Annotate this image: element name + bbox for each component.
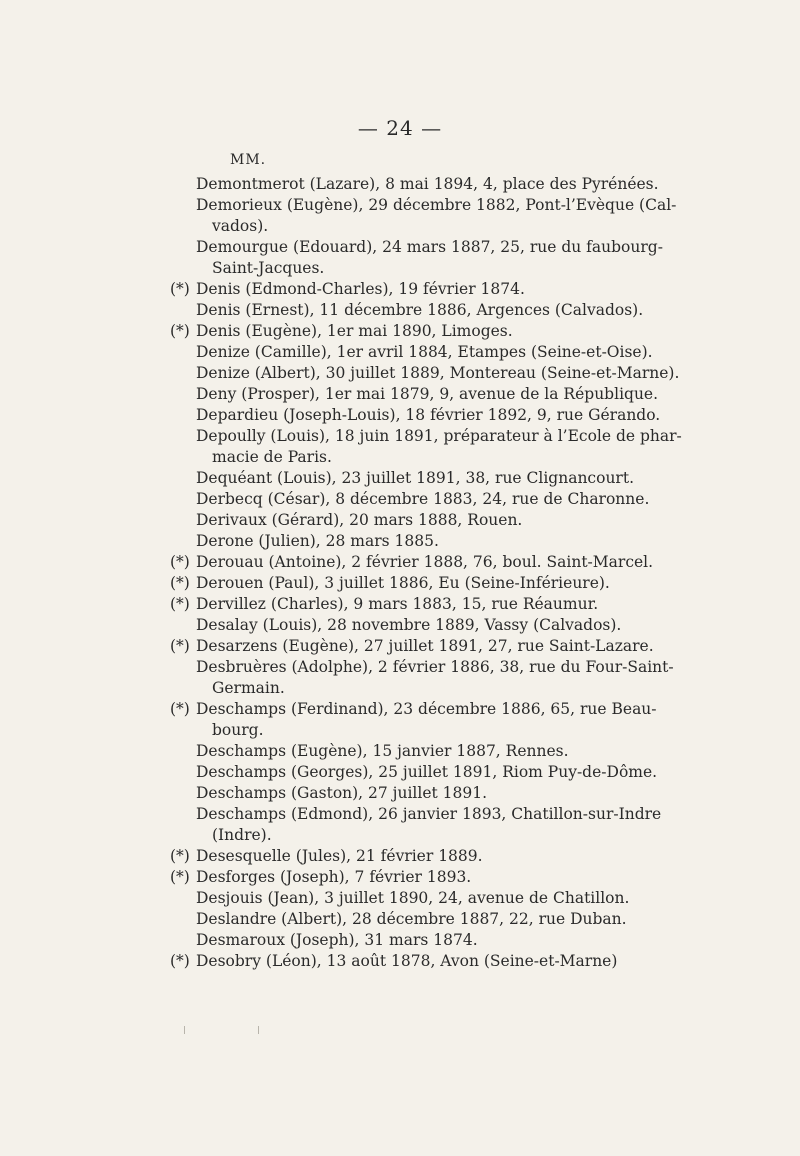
list-item (0, 657, 800, 699)
entry-marker: (*) (170, 637, 190, 655)
entry-text: Demontmerot (Lazare), 8 mai 1894, 4, place des Pyrénées. (196, 175, 659, 193)
entry-text: Desforges (Joseph), 7 février 1893. (196, 868, 472, 886)
entry-text: Derone (Julien), 28 mars 1885. (196, 532, 439, 550)
entry-text: Dervillez (Charles), 9 mars 1883, 15, rue Réaumur. (196, 595, 599, 613)
list-item (0, 573, 800, 594)
entry-marker: (*) (170, 868, 190, 886)
list-item (0, 321, 800, 342)
list-header: MM. (230, 152, 267, 168)
entry-continuation: Saint-Jacques. (212, 259, 325, 277)
entry-text: Deschamps (Gaston), 27 juillet 1891. (196, 784, 488, 802)
entry-text: Derouau (Antoine), 2 février 1888, 76, boul. Saint-Marcel. (196, 553, 654, 571)
list-item (0, 636, 800, 657)
entry-text: Dequéant (Louis), 23 juillet 1891, 38, rue Clignancourt. (196, 469, 634, 487)
entry-text: Derbecq (César), 8 décembre 1883, 24, rue de Charonne. (196, 490, 650, 508)
list-item (0, 552, 800, 573)
entry-marker: (*) (170, 847, 190, 865)
list-item (0, 699, 800, 741)
list-item (0, 804, 800, 846)
entry-text: Depoully (Louis), 18 juin 1891, préparateur à l’Ecole de phar- (196, 427, 682, 445)
entry-text: Derouen (Paul), 3 juillet 1886, Eu (Seine-Inférieure). (196, 574, 610, 592)
entry-marker: (*) (170, 700, 190, 718)
entry-text: Deschamps (Edmond), 26 janvier 1893, Chatillon-sur-Indre (196, 805, 662, 823)
entry-continuation: vados). (212, 217, 269, 235)
list-item (0, 237, 800, 279)
list-item (0, 615, 800, 636)
list-item (0, 384, 800, 405)
entry-continuation: (Indre). (212, 826, 272, 844)
list-item (0, 489, 800, 510)
list-item (0, 510, 800, 531)
entry-text: Desalay (Louis), 28 novembre 1889, Vassy (Calvados). (196, 616, 622, 634)
entry-text: Deschamps (Ferdinand), 23 décembre 1886, 65, rue Beau- (196, 700, 657, 718)
list-item (0, 762, 800, 783)
list-item (0, 594, 800, 615)
entry-text: Denis (Eugène), 1er mai 1890, Limoges. (196, 322, 513, 340)
list-item (0, 363, 800, 384)
entry-text: Denis (Ernest), 11 décembre 1886, Argences (Calvados). (196, 301, 644, 319)
list-item (0, 846, 800, 867)
entry-text: Desbruères (Adolphe), 2 février 1886, 38, rue du Four-Saint- (196, 658, 674, 676)
entry-text: Demourgue (Edouard), 24 mars 1887, 25, rue du faubourg- (196, 238, 663, 256)
list-item (0, 888, 800, 909)
entry-continuation: Germain. (212, 679, 285, 697)
entry-text: Deny (Prosper), 1er mai 1879, 9, avenue de la République. (196, 385, 659, 403)
scan-speck (258, 1026, 259, 1034)
list-item (0, 867, 800, 888)
list-item (0, 195, 800, 237)
list-item (0, 531, 800, 552)
entry-text: Desarzens (Eugène), 27 juillet 1891, 27, rue Saint-Lazare. (196, 637, 654, 655)
list-item (0, 930, 800, 951)
entry-text: Demorieux (Eugène), 29 décembre 1882, Pont-l’Evèque (Cal- (196, 196, 677, 214)
scan-speck (184, 1026, 185, 1034)
entry-text: Deslandre (Albert), 28 décembre 1887, 22, rue Duban. (196, 910, 627, 928)
entry-text: Deschamps (Eugène), 15 janvier 1887, Rennes. (196, 742, 569, 760)
entry-text: Depardieu (Joseph-Louis), 18 février 1892, 9, rue Gérando. (196, 406, 661, 424)
list-item (0, 741, 800, 762)
entry-marker: (*) (170, 553, 190, 571)
entry-marker: (*) (170, 280, 190, 298)
list-item (0, 405, 800, 426)
entry-marker: (*) (170, 322, 190, 340)
list-item (0, 951, 800, 972)
page-number: — 24 — (357, 116, 443, 140)
list-item (0, 279, 800, 300)
entry-marker: (*) (170, 952, 190, 970)
entry-text: Denize (Camille), 1er avril 1884, Etampes (Seine-et-Oise). (196, 343, 653, 361)
entry-continuation: bourg. (212, 721, 264, 739)
list-item (0, 909, 800, 930)
entry-text: Denis (Edmond-Charles), 19 février 1874. (196, 280, 525, 298)
entry-marker: (*) (170, 595, 190, 613)
entry-marker: (*) (170, 574, 190, 592)
list-item (0, 342, 800, 363)
entry-text: Deschamps (Georges), 25 juillet 1891, Riom Puy-de-Dôme. (196, 763, 658, 781)
entry-text: Derivaux (Gérard), 20 mars 1888, Rouen. (196, 511, 523, 529)
list-item (0, 300, 800, 321)
list-item (0, 468, 800, 489)
entry-text: Denize (Albert), 30 juillet 1889, Montereau (Seine-et-Marne). (196, 364, 680, 382)
list-item (0, 783, 800, 804)
entry-text: Desesquelle (Jules), 21 février 1889. (196, 847, 483, 865)
entry-text: Desobry (Léon), 13 août 1878, Avon (Seine-et-Marne) (196, 952, 618, 970)
entry-list (0, 174, 800, 972)
list-item (0, 426, 800, 468)
entry-continuation: macie de Paris. (212, 448, 332, 466)
entry-text: Desmaroux (Joseph), 31 mars 1874. (196, 931, 478, 949)
list-item (0, 174, 800, 195)
entry-text: Desjouis (Jean), 3 juillet 1890, 24, avenue de Chatillon. (196, 889, 630, 907)
